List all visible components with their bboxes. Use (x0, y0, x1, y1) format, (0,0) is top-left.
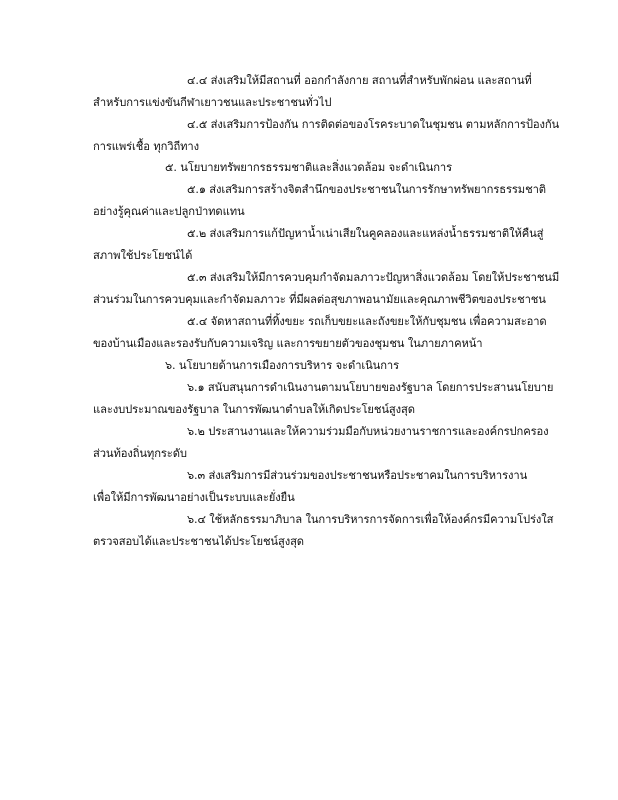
item-6-3-line-2: เพื่อให้มีการพัฒนาอย่างเป็นระบบและยั่งยืน (93, 491, 295, 504)
item-6-2-line-2: ส่วนท้องถิ่นทุกระดับ (93, 447, 187, 460)
item-6-1-line-2: และงบประมาณของรัฐบาล ในการพัฒนาตำบลให้เกิดประโยชน์สูงสุด (93, 403, 415, 416)
section-6-heading: ๖. นโยบายด้านการเมืองการบริหาร จะดำเนินการ (165, 359, 399, 372)
section-5-heading: ๕. นโยบายทรัพยากรธรรมชาติและสิ่งแวดล้อม จะดำเนินการ (165, 161, 452, 174)
item-4-4-line-1: ๔.๔ ส่งเสริมให้มีสถานที่ ออกกำลังกาย สถานที่สำหรับพักผ่อน และสถานที่ (187, 74, 532, 87)
item-6-1-line-1: ๖.๑ สนับสนุนการดำเนินงานตามนโยบายของรัฐบาล โดยการประสานนโยบาย (187, 381, 554, 394)
item-5-1-line-1: ๕.๑ ส่งเสริมการสร้างจิตสำนึกของประชาชนในการรักษาทรัพยากรธรรมชาติ (187, 183, 546, 196)
item-6-3-line-1: ๖.๓ ส่งเสริมการมีส่วนร่วมของประชาชนหรือประชาคมในการบริหารงาน (187, 469, 528, 482)
item-5-3-line-2: ส่วนร่วมในการควบคุมและกำจัดมลภาวะ ที่มีผลต่อสุขภาพอนามัยและคุณภาพชีวิตของประชาชน (93, 293, 546, 306)
item-6-4-line-2: ตรวจสอบได้และประชาชนได้ประโยชน์สูงสุด (93, 535, 304, 548)
item-6-4-line-1: ๖.๔ ใช้หลักธรรมาภิบาล ในการบริหารการจัดการเพื่อให้องค์กรมีความโปร่งใส (187, 513, 554, 526)
item-5-2-line-2: สภาพใช้ประโยชน์ได้ (93, 249, 193, 262)
item-5-1-line-2: อย่างรู้คุณค่าและปลูกป่าทดแทน (93, 205, 245, 218)
item-4-4-line-2: สำหรับการแข่งขันกีฬาเยาวชนและประชาชนทั่วไป (93, 96, 332, 109)
item-6-2-line-1: ๖.๒ ประสานงานและให้ความร่วมมือกับหน่วยงานราชการและองค์กรปกครอง (187, 425, 549, 438)
item-5-2-line-1: ๕.๒ ส่งเสริมการแก้ปัญหาน้ำเน่าเสียในคูคลองและแหล่งน้ำธรรมชาติให้คืนสู่ (187, 227, 544, 240)
item-5-3-line-1: ๕.๓ ส่งเสริมให้มีการควบคุมกำจัดมลภาวะปัญหาสิ่งแวดล้อม โดยให้ประชาชนมี (187, 271, 560, 284)
item-5-4-line-1: ๕.๔ จัดหาสถานที่ทิ้งขยะ รถเก็บขยะและถังขยะให้กับชุมชน เพื่อความสะอาด (187, 315, 547, 328)
item-5-4-line-2: ของบ้านเมืองและรองรับกับความเจริญ และการขยายตัวของชุมชน ในภายภาคหน้า (93, 337, 483, 350)
item-4-5-line-1: ๔.๕ ส่งเสริมการป้องกัน การติดต่อของโรคระบาดในชุมชน ตามหลักการป้องกัน (187, 118, 560, 131)
item-4-5-line-2: การแพร่เชื้อ ทุกวิถีทาง (93, 140, 199, 153)
